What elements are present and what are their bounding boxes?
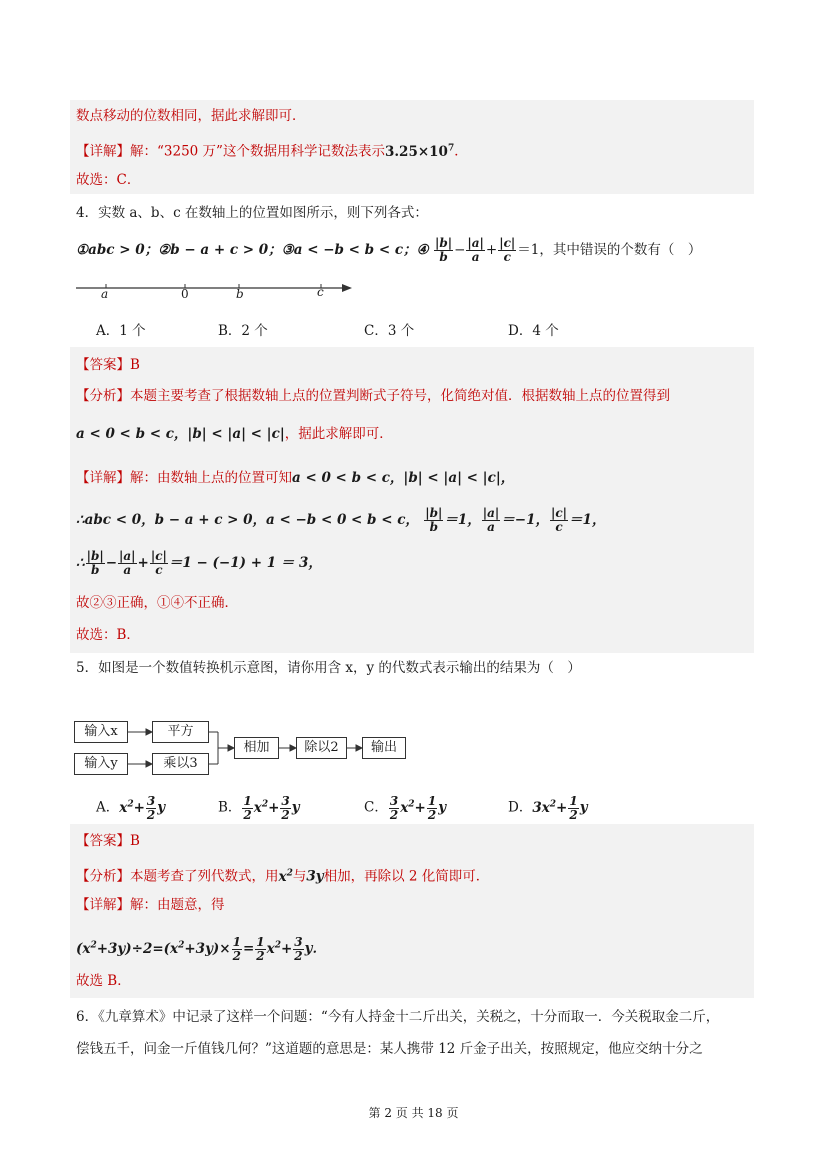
q5-stem: 5．如图是一个数值转换机示意图，请你用含 x，y 的代数式表示输出的结果为（ ） xyxy=(76,660,581,676)
frac-a-abs-3: $\frac{|a|}{a}$ xyxy=(119,549,136,577)
answer-tag: 【答案】 xyxy=(76,357,130,373)
q4-conclusion: 故②③正确，①④不正确． xyxy=(76,595,238,611)
answer-value: B xyxy=(130,357,140,373)
flow-times3: 乘以3 xyxy=(152,753,209,775)
q4-detail xyxy=(76,468,514,488)
q4-tail: ＝1，其中错误的个数有（ ） xyxy=(517,242,702,258)
analysis-c: 相加，再除以 2 化简即可． xyxy=(323,868,490,885)
q6-line-1: 6．《九章算术》中记录了这样一个问题：“今有人持金十二斤出关，关税之，十分而取一．今关税取金二斤， xyxy=(76,1009,720,1025)
q5-choice-b: B． $\frac{1}{2}$ $x^2+$ $\frac{3}{2}$ y xyxy=(218,793,300,822)
analysis-a: 本题考查了列代数式，用 xyxy=(130,868,279,885)
q4-choice-a: A．1 个 xyxy=(96,323,146,339)
q4-analysis-2 xyxy=(76,424,393,444)
q4-therefore-2: ∴ $\frac{|b|}{b}$ − $\frac{|a|}{a}$ + $\frac{|c|}{c}$ ＝1 − (−1) + 1 ＝ 3， xyxy=(76,549,322,577)
q4-choice-c: C．3 个 xyxy=(364,323,415,339)
q3-choose: 故选：C． xyxy=(76,172,141,188)
q5-choice-c: C． $\frac{3}{2}$ $x^2+$ $\frac{1}{2}$ y xyxy=(364,793,447,822)
answer-tag: 【答案】 xyxy=(76,833,130,849)
frac-c-abs-3: $\frac{|c|}{c}$ xyxy=(150,549,167,577)
flow-div2: 除以2 xyxy=(296,737,347,759)
frac-a-abs-2: $\frac{|a|}{a}$ xyxy=(482,506,500,534)
detail-math: a < 0 < b < c，|b| < |a| < |c|， xyxy=(292,470,515,486)
analysis-tag: 【分析】 xyxy=(76,868,130,885)
analysis-text: 本题主要考查了根据数轴上点的位置判断式子符号，化简绝对值．根据数轴上点的位置得到 xyxy=(130,388,670,404)
analysis-b: 与 xyxy=(292,868,307,885)
detail-text: 解：由题意，得 xyxy=(130,897,225,913)
axis-label-c: c xyxy=(317,285,324,299)
analysis-math: a < 0 < b < c，|b| < |a| < |c| xyxy=(76,426,285,442)
q4-stem: 4．实数 a、b、c 在数轴上的位置如图所示，则下列各式： xyxy=(76,205,428,221)
q4-formula-list: ①abc > 0；②b − a + c > 0；③a < −b < b < c；④ xyxy=(76,242,429,258)
frac-b-abs-3: $\frac{|b|}{b}$ xyxy=(86,549,104,577)
q4-choice-d: D．4 个 xyxy=(508,323,559,339)
axis-label-b: b xyxy=(236,287,244,301)
analysis-tag: 【分析】 xyxy=(76,388,130,404)
q5-answer xyxy=(76,831,140,851)
therefore-1-math: ∴abc < 0，b − a + c > 0，a < −b < 0 < b < c， xyxy=(76,512,419,528)
frac-b-abs: $\frac{|b|}{b}$ xyxy=(434,236,453,264)
q4-choose: 故选：B． xyxy=(76,627,140,643)
q5-choice-a: A．$x^2+$ $\frac{3}{2}$ y xyxy=(96,793,166,822)
detail-tag: 【详解】 xyxy=(76,470,130,486)
frac-a-abs: $\frac{|a|}{a}$ xyxy=(467,236,484,264)
frac-c-abs: $\frac{|c|}{c}$ xyxy=(499,236,516,264)
flow-square: 平方 xyxy=(152,721,209,743)
detail-tag: 【详解】 xyxy=(76,143,130,160)
flow-input-x: 输入x xyxy=(74,721,128,743)
therefore-2-math: ＝1 − (−1) + 1 ＝ 3， xyxy=(168,555,322,571)
frac-c-abs-2: $\frac{|c|}{c}$ xyxy=(551,506,568,534)
end-dot: ． xyxy=(454,143,468,160)
q3-analysis-tail: 数点移动的位数相同，据此求解即可． xyxy=(76,108,306,124)
detail-text: 解：“3250 万”这个数据用科学记数法表示 xyxy=(130,143,385,160)
analysis-tail: ，据此求解即可． xyxy=(284,426,393,442)
q4-formulas: ①abc > 0；②b − a + c > 0；③a < −b < b < c；④ $\frac{|b|}{b}$ − $\frac{|a|}{a}$ + $\frac{|c|}{c}$ ＝1，其中错误的个数有（ ） xyxy=(76,236,702,264)
q4-analysis xyxy=(76,386,670,406)
sci-value: $3.25\times 10^7$ xyxy=(384,143,455,160)
therefore-1-c: ＝−1， xyxy=(501,512,549,528)
axis-label-a: a xyxy=(101,287,109,301)
q4-answer xyxy=(76,355,140,375)
q4-choice-b: B．2 个 xyxy=(218,323,268,339)
q5-choose: 故选 B． xyxy=(76,973,131,989)
detail-tag: 【详解】 xyxy=(76,897,130,913)
detail-text: 解：由数轴上点的位置可知 xyxy=(130,470,292,486)
flow-add: 相加 xyxy=(234,737,279,759)
frac-b-abs-2: $\frac{|b|}{b}$ xyxy=(425,506,443,534)
axis-label-0: 0 xyxy=(181,287,189,301)
page-footer: 第 2 页 共 18 页 xyxy=(368,1106,459,1120)
flow-input-y: 输入y xyxy=(74,753,128,775)
q5-calc: $(x^2+3y)\div 2=(x^2+3y)\times$ $\frac{1}{2}$ = $\frac{1}{2}$ $x^2+$ $\frac{3}{2}$ y． xyxy=(76,934,326,963)
q3-detail xyxy=(76,138,468,162)
q5-choice-d: D．$3x^2+$ $\frac{1}{2}$ y xyxy=(508,793,588,822)
q4-therefore-1 xyxy=(76,505,605,535)
therefore-1-b: ＝1， xyxy=(444,512,481,528)
q5-detail xyxy=(76,895,225,915)
answer-value: B xyxy=(130,833,140,849)
flow-output: 输出 xyxy=(362,737,406,759)
therefore-1-d: ＝1， xyxy=(569,512,606,528)
q6-line-2: 偿钱五千，问金一斤值钱几何？”这道题的意思是：某人携带 12 斤金子出关，按照规定，他应交纳十分之 xyxy=(76,1041,703,1057)
q5-analysis: 【分析】本题考查了列代数式，用$x^2$与3y相加，再除以 2 化简即可． xyxy=(76,868,490,885)
